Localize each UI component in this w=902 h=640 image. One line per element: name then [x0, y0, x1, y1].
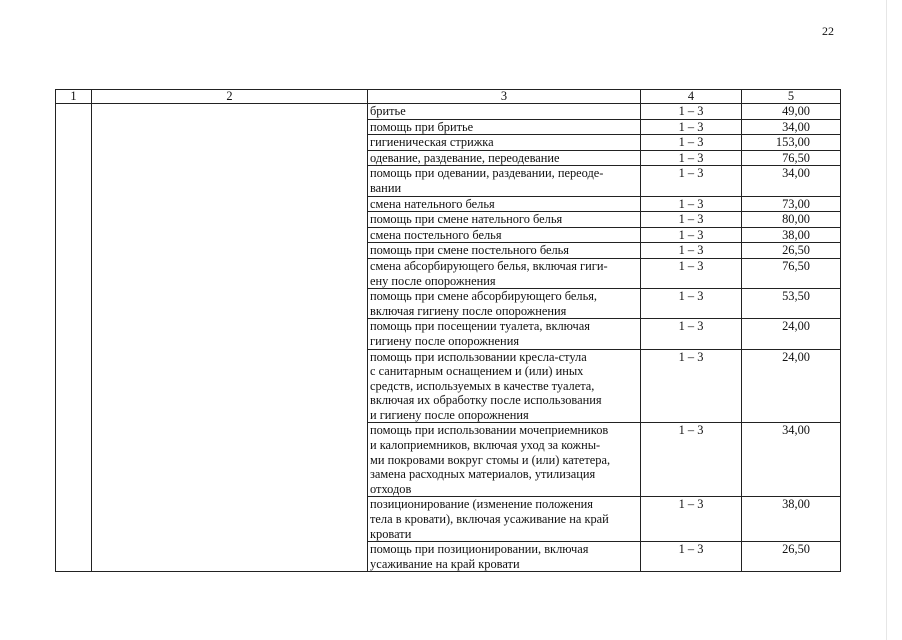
header-row [56, 90, 841, 104]
services-table [55, 89, 841, 572]
price-cell: 24,00 [742, 319, 841, 349]
service-name-cell [368, 135, 641, 151]
price-cell: 80,00 [742, 212, 841, 228]
service-name-line: помощь при бритье [370, 119, 474, 134]
service-name-line: включая гигиену после опорожнения [370, 303, 567, 318]
price-cell: 38,00 [742, 227, 841, 243]
service-name-line: позиционирование (изменение положения [370, 497, 593, 512]
group-cell: 1 – 3 [641, 243, 742, 259]
service-name-cell [368, 196, 641, 212]
page-number: 22 [822, 24, 834, 38]
group-cell: 1 – 3 [641, 212, 742, 228]
service-name-line: гигиеническая стрижка [370, 135, 494, 150]
service-name-line: смена постельного белья [370, 227, 502, 242]
service-name-cell [368, 104, 641, 120]
price-cell: 38,00 [742, 497, 841, 542]
group-cell: 1 – 3 [641, 119, 742, 135]
group-cell: 1 – 3 [641, 423, 742, 497]
service-name-line: помощь при позиционировании, включая [370, 542, 589, 557]
group-cell: 1 – 3 [641, 227, 742, 243]
service-name-line: включая их обработку после использования [370, 393, 602, 408]
service-name-cell [368, 423, 641, 497]
service-name-line: гигиену после опорожнения [370, 333, 520, 348]
service-name-line: и гигиену после опорожнения [370, 407, 529, 422]
table-row [56, 104, 841, 120]
service-name-cell [368, 212, 641, 228]
table-body [56, 104, 841, 572]
service-name-cell [368, 119, 641, 135]
service-name-line: помощь при одевании, раздевании, переоде- [370, 166, 604, 181]
group-cell: 1 – 3 [641, 166, 742, 196]
header-col-4: 4 [641, 90, 742, 104]
group-cell: 1 – 3 [641, 150, 742, 166]
price-cell: 26,50 [742, 243, 841, 259]
service-name-line: смена абсорбирующего белья, включая гиги- [370, 258, 608, 273]
price-cell: 49,00 [742, 104, 841, 120]
column-1-empty-cell [56, 104, 92, 572]
group-cell: 1 – 3 [641, 542, 742, 572]
price-cell: 34,00 [742, 119, 841, 135]
column-2-empty-cell [92, 104, 368, 572]
group-cell: 1 – 3 [641, 104, 742, 120]
service-name-line: средств, используемых в качестве туалета, [370, 378, 595, 393]
service-name-line: смена нательного белья [370, 196, 495, 211]
price-cell: 53,50 [742, 289, 841, 319]
service-name-line: одевание, раздевание, переодевание [370, 150, 560, 165]
service-name-line: ми покровами вокруг стомы и (или) катетера, [370, 452, 611, 467]
service-name-cell [368, 258, 641, 288]
service-name-line: ену после опорожнения [370, 273, 496, 288]
header-col-2: 2 [92, 90, 368, 104]
price-cell: 153,00 [742, 135, 841, 151]
header-col-3: 3 [368, 90, 641, 104]
service-name-cell [368, 227, 641, 243]
group-cell: 1 – 3 [641, 349, 742, 423]
service-name-line: отходов [370, 481, 412, 496]
service-name-line: вании [370, 180, 402, 195]
service-name-cell [368, 166, 641, 196]
price-cell: 76,50 [742, 258, 841, 288]
table-header [56, 90, 841, 104]
group-cell: 1 – 3 [641, 196, 742, 212]
service-name-line: тела в кровати), включая усаживание на край [370, 512, 609, 527]
service-name-line: помощь при посещении туалета, включая [370, 319, 590, 334]
scan-edge-line [886, 0, 887, 640]
service-name-cell [368, 542, 641, 572]
service-name-line: и калоприемников, включая уход за кожны- [370, 438, 601, 453]
service-name-cell [368, 289, 641, 319]
group-cell: 1 – 3 [641, 319, 742, 349]
service-name-cell [368, 497, 641, 542]
group-cell: 1 – 3 [641, 135, 742, 151]
price-cell: 76,50 [742, 150, 841, 166]
service-name-cell [368, 243, 641, 259]
header-col-5: 5 [742, 90, 841, 104]
service-name-line: кровати [370, 526, 412, 541]
service-name-line: бритье [370, 104, 406, 118]
service-name-cell [368, 150, 641, 166]
service-name-cell [368, 319, 641, 349]
price-cell: 34,00 [742, 423, 841, 497]
price-cell: 73,00 [742, 196, 841, 212]
service-name-line: помощь при смене нательного белья [370, 212, 563, 227]
price-cell: 34,00 [742, 166, 841, 196]
service-name-cell [368, 349, 641, 423]
service-name-line: помощь при смене абсорбирующего белья, [370, 289, 598, 304]
service-name-line: помощь при смене постельного белья [370, 243, 569, 258]
price-cell: 26,50 [742, 542, 841, 572]
service-name-line: с санитарным оснащением и (или) иных [370, 364, 584, 379]
service-name-line: замена расходных материалов, утилизация [370, 467, 596, 482]
header-col-1: 1 [56, 90, 92, 104]
group-cell: 1 – 3 [641, 258, 742, 288]
group-cell: 1 – 3 [641, 289, 742, 319]
service-name-line: помощь при использовании мочеприемников [370, 423, 609, 438]
group-cell: 1 – 3 [641, 497, 742, 542]
service-name-line: усаживание на край кровати [370, 556, 520, 571]
service-name-line: помощь при использовании кресла-стула [370, 349, 587, 364]
price-cell: 24,00 [742, 349, 841, 423]
